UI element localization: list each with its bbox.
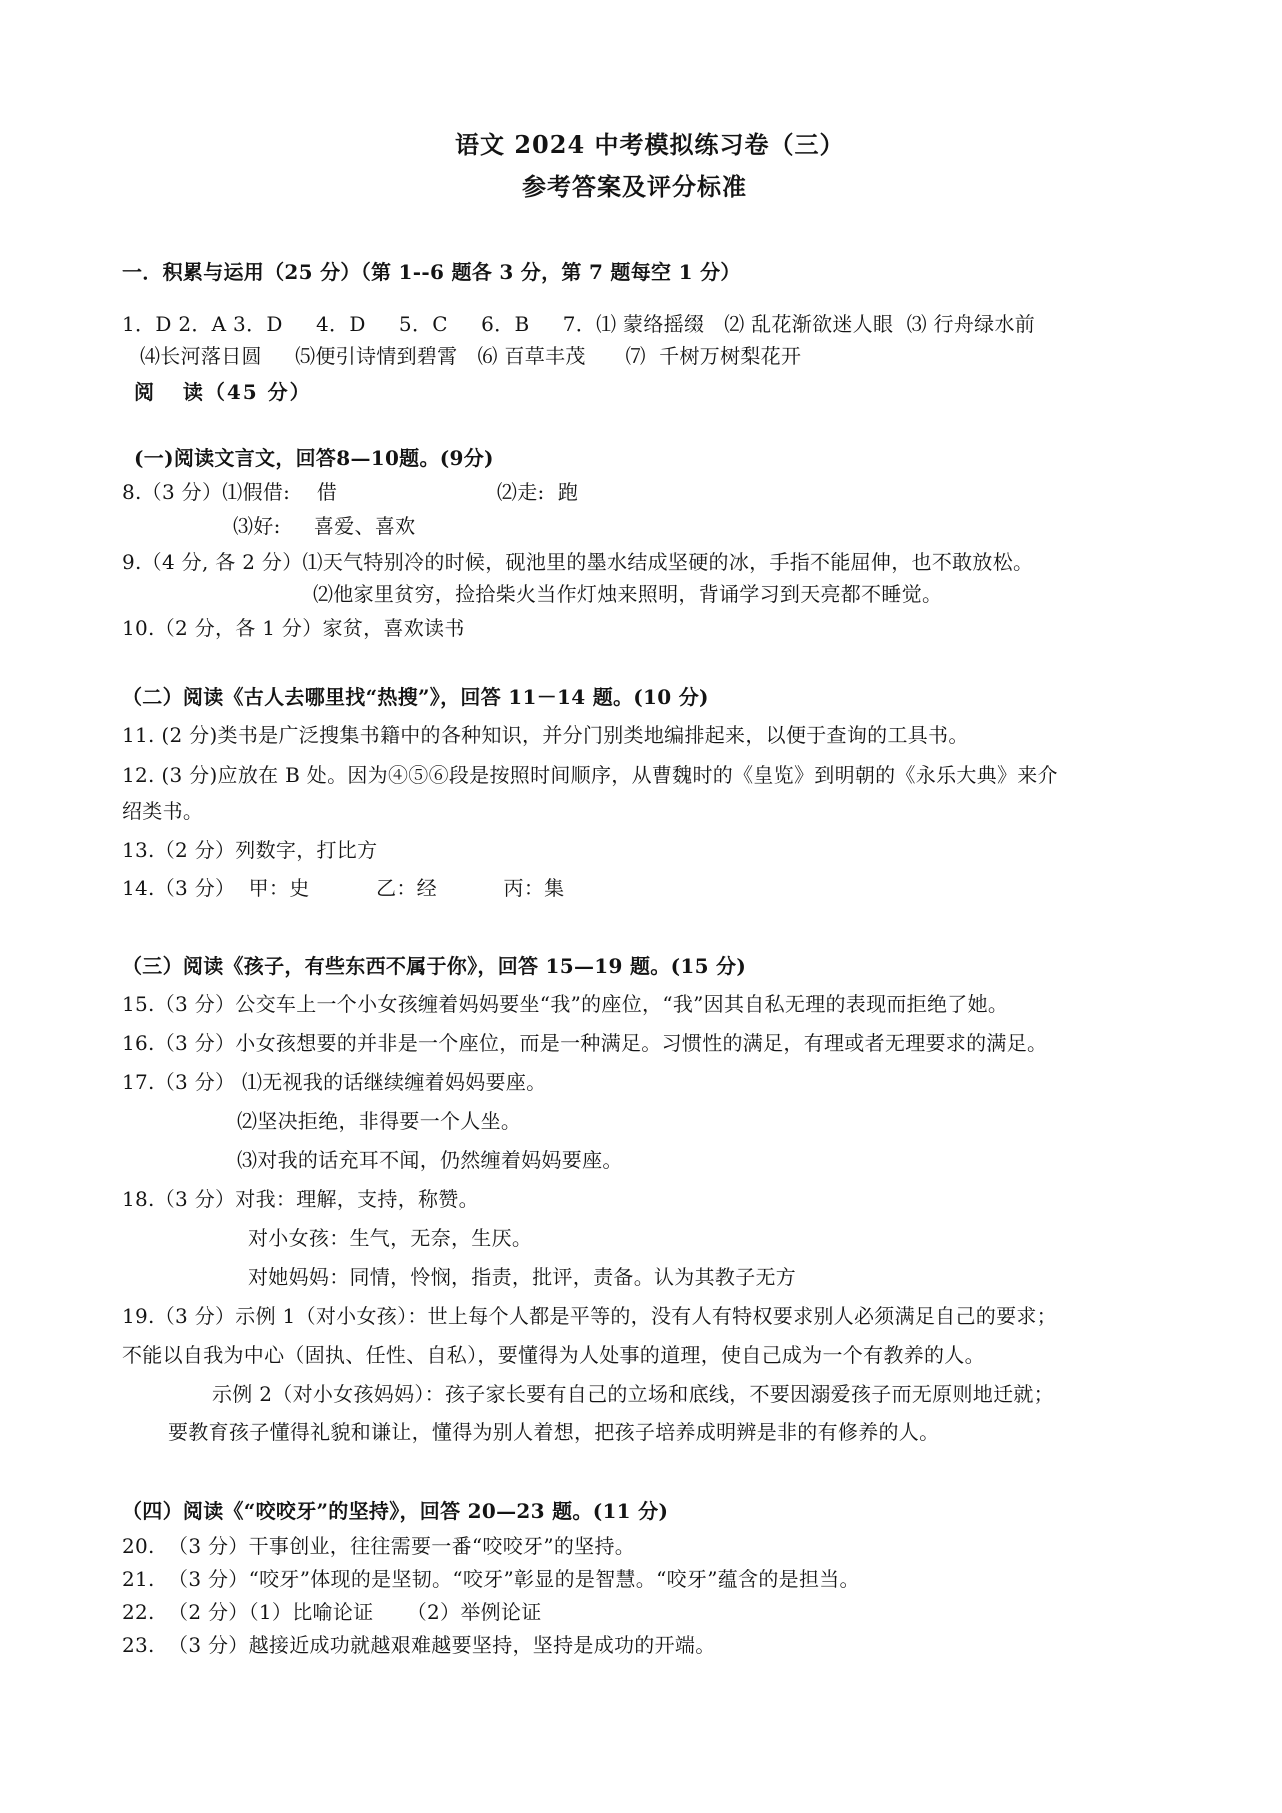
part1-heading: 一．积累与运用（25 分）（第 1--6 题各 3 分，第 7 题每空 1 分） [122,260,741,284]
section4-heading: （四）阅读《“咬咬牙”的坚持》，回答 20—23 题。(11 分) [122,1499,669,1523]
answer-14: 14.（3 分） 甲：史 乙：经 丙：集 [122,876,565,900]
answer-19-line4: 要教育孩子懂得礼貌和谦让，懂得为别人着想，把孩子培养成明辨是非的有修养的人。 [168,1420,940,1444]
answer-19-line3: 示例 2（对小女孩妈妈）：孩子家长要有自己的立场和底线，不要因溺爱孩子而无原则地迁就； [212,1382,1054,1406]
answer-17-line1: 17.（3 分） ⑴无视我的话继续缠着妈妈要座。 [122,1070,547,1094]
answer-8-line2: ⑶好: 喜爱、喜欢 [233,514,416,538]
answer-18-line1: 18.（3 分）对我：理解，支持，称赞。 [122,1187,479,1211]
answer-9-line2: ⑵他家里贫穷，捡拾柴火当作灯烛来照明，背诵学习到天亮都不睡觉。 [313,582,943,606]
section2-heading: （二）阅读《古人去哪里找“热搜”》，回答 11－14 题。(10 分) [122,685,709,709]
answer-19-line2: 不能以自我为中心（固执、任性、自私），要懂得为人处事的道理，使自己成为一个有教养的人。 [122,1343,985,1367]
answers-7-line2: ⑷长河落日圆 ⑸便引诗情到碧霄 ⑹ 百草丰茂 ⑺ 千树万树梨花开 [140,344,802,368]
answer-12-line2: 绍类书。 [122,799,204,823]
part2-heading: 阅 读（45 分） [134,380,312,404]
answer-23: 23. （3 分）越接近成功就越艰难越要坚持，坚持是成功的开端。 [122,1633,716,1657]
section1-heading: (一)阅读文言文，回答8—10题。(9分) [134,446,494,470]
answer-15: 15.（3 分）公交车上一个小女孩缠着妈妈要坐“我”的座位，“我”因其自私无理的表现而拒绝了她。 [122,992,1009,1016]
answer-18-line2: 对小女孩：生气，无奈，生厌。 [248,1226,533,1250]
answer-11: 11. (2 分)类书是广泛搜集书籍中的各种知识，并分门别类地编排起来，以便于查询的工具书。 [122,723,969,747]
answer-8-line1: 8.（3 分）⑴假借: 借 ⑵走: 跑 [122,480,579,504]
answer-16: 16.（3 分）小女孩想要的并非是一个座位，而是一种满足。习惯性的满足，有理或者无理要求的满足。 [122,1031,1048,1055]
answer-13: 13.（2 分）列数字，打比方 [122,838,378,862]
document-title: 语文 2024 中考模拟练习卷（三） [455,130,845,159]
answer-12-line1: 12. (3 分)应放在 B 处。因为④⑤⑥段是按照时间顺序，从曹魏时的《皇览》到明朝的《永乐大典》来介 [122,763,1058,787]
answer-17-line2: ⑵坚决拒绝，非得要一个人坐。 [237,1109,522,1133]
answer-18-line3: 对她妈妈：同情，怜悯，指责，批评，责备。认为其教子无方 [248,1265,797,1289]
answer-9-line1: 9.（4 分, 各 2 分）⑴天气特别冷的时候，砚池里的墨水结成坚硬的冰，手指不能屈伸，也不敢放松。 [122,550,1034,574]
section3-heading: （三）阅读《孩子，有些东西不属于你》，回答 15—19 题。(15 分) [122,954,747,978]
answer-19-line1: 19.（3 分）示例 1（对小女孩）：世上每个人都是平等的，没有人有特权要求别人必须满足自己的要求； [122,1304,1057,1328]
answer-22: 22. （2 分）（1）比喻论证 （2）举例论证 [122,1600,542,1624]
answers-1-7-line1: 1．D 2．A 3．D 4．D 5．C 6．B 7．⑴ 蒙络摇缀 ⑵ 乱花渐欲迷人眼 ⑶ 行舟绿水前 [122,312,1036,336]
answer-17-line3: ⑶对我的话充耳不闻，仍然缠着妈妈要座。 [237,1148,623,1172]
document-subtitle: 参考答案及评分标准 [522,172,747,201]
answer-10: 10.（2 分，各 1 分）家贫，喜欢读书 [122,616,465,640]
answer-20: 20. （3 分）干事创业，往往需要一番“咬咬牙”的坚持。 [122,1534,636,1558]
answer-21: 21. （3 分）“咬牙”体现的是坚韧。“咬牙”彰显的是智慧。“咬牙”蕴含的是担当。 [122,1567,860,1591]
